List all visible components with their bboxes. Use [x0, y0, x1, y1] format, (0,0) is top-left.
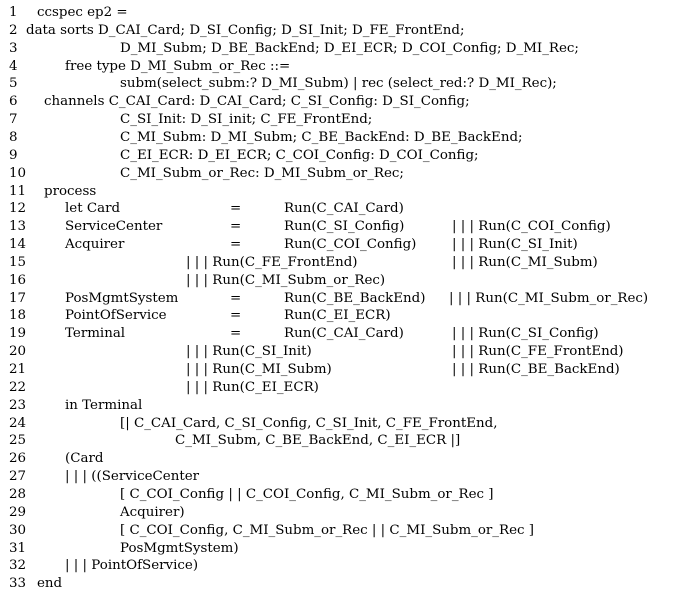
line-number: 22: [9, 379, 27, 395]
code-text: =: [230, 308, 242, 324]
code-text: PosMgmtSystem: [65, 290, 179, 306]
code-text: Run(C_SI_Config): [284, 219, 405, 235]
code-text: =: [230, 326, 242, 342]
line-number: 12: [9, 201, 27, 217]
code-text: =: [230, 290, 242, 306]
line-number: 4: [9, 58, 18, 74]
code-text: let Card: [65, 201, 121, 217]
line-number: 15: [9, 254, 27, 270]
line-number: 24: [9, 415, 27, 431]
code-text: ccspec ep2 =: [37, 5, 128, 20]
line-number: 9: [9, 147, 18, 163]
code-text: Acquirer): [120, 504, 185, 520]
code-text: C_EI_ECR: D_EI_ECR; C_COI_Config: D_COI_Config;: [120, 147, 479, 163]
line-number: 11: [9, 183, 27, 199]
line-number: 2: [9, 22, 18, 38]
code-text: | | | Run(C_SI_Init): [186, 344, 312, 360]
code-text: Run(C_COI_Config): [284, 237, 417, 253]
code-text: =: [230, 201, 242, 217]
line-number: 7: [9, 112, 18, 128]
line-number: 19: [9, 326, 27, 342]
line-number: 6: [9, 94, 18, 110]
code-text: channels C_CAI_Card: D_CAI_Card; C_SI_Config: D_SI_Config;: [44, 94, 470, 110]
code-text: Terminal: [65, 326, 126, 342]
code-text: Run(C_CAI_Card): [284, 326, 404, 342]
code-text: Run(C_CAI_Card): [284, 201, 404, 217]
code-text: | | | PointOfService): [65, 558, 199, 574]
line-number: 17: [9, 290, 27, 306]
code-text: C_MI_Subm_or_Rec: D_MI_Subm_or_Rec;: [120, 165, 404, 181]
line-number: 30: [9, 522, 27, 538]
code-text: data sorts D_CAI_Card; D_SI_Config; D_SI_Init; D_FE_FrontEnd;: [26, 22, 465, 38]
code-text: (Card: [65, 451, 104, 467]
line-number: 13: [9, 219, 27, 235]
code-text: | | | Run(C_MI_Subm): [186, 362, 332, 377]
code-text: in Terminal: [65, 397, 143, 413]
code-text: =: [230, 219, 242, 235]
line-number: 25: [9, 433, 27, 449]
line-number: 5: [9, 76, 18, 92]
code-text: | | | Run(C_FE_FrontEnd): [452, 344, 624, 360]
code-text: | | | ((ServiceCenter: [65, 469, 200, 485]
code-text: | | | Run(C_MI_Subm_or_Rec): [186, 272, 386, 288]
code-text: | | | Run(C_MI_Subm): [452, 254, 598, 270]
line-number: 28: [9, 486, 27, 502]
line-number: 3: [9, 40, 18, 56]
code-text: | | | Run(C_SI_Init): [452, 237, 578, 253]
code-text: PointOfService: [65, 308, 167, 324]
code-text: free type D_MI_Subm_or_Rec ::=: [65, 58, 291, 74]
line-number: 27: [9, 469, 27, 485]
line-number: 20: [9, 344, 27, 360]
line-number: 32: [9, 558, 27, 574]
code-text: | | | Run(C_SI_Config): [452, 326, 599, 342]
code-text: | | | Run(C_BE_BackEnd): [452, 362, 620, 377]
line-number: 26: [9, 451, 27, 467]
line-number: 21: [9, 362, 27, 377]
line-number: 14: [9, 237, 27, 253]
code-text: Acquirer: [65, 237, 125, 253]
line-number: 31: [9, 540, 27, 556]
code-text: Run(C_BE_BackEnd): [284, 290, 426, 306]
code-text: Run(C_EI_ECR): [284, 308, 391, 324]
code-text: PosMgmtSystem): [120, 540, 239, 556]
code-text: subm(select_subm:? D_MI_Subm) | rec (select_red:? D_MI_Rec);: [120, 76, 557, 92]
line-number: 29: [9, 504, 27, 520]
code-text: | | | Run(C_COI_Config): [452, 219, 611, 235]
line-number: 10: [9, 165, 27, 181]
code-text: [| C_CAI_Card, C_SI_Config, C_SI_Init, C_FE_FrontEnd,: [120, 415, 498, 431]
code-text: [ C_COI_Config | | C_COI_Config, C_MI_Subm_or_Rec ]: [120, 486, 494, 502]
line-number: 18: [9, 308, 27, 324]
line-number: 16: [9, 272, 27, 288]
line-number: 23: [9, 397, 27, 413]
code-text: C_SI_Init: D_SI_init; C_FE_FrontEnd;: [120, 112, 373, 128]
code-text: | | | Run(C_MI_Subm_or_Rec): [449, 290, 649, 306]
code-text: end: [37, 576, 63, 592]
line-number: 8: [9, 129, 18, 145]
code-text: [ C_COI_Config, C_MI_Subm_or_Rec | | C_MI_Subm_or_Rec ]: [120, 522, 534, 538]
code-text: C_MI_Subm, C_BE_BackEnd, C_EI_ECR |]: [175, 433, 461, 449]
code-text: process: [44, 183, 97, 199]
line-number: 33: [9, 576, 27, 592]
code-text: C_MI_Subm: D_MI_Subm; C_BE_BackEnd: D_BE_BackEnd;: [120, 129, 523, 145]
code-text: | | | Run(C_FE_FrontEnd): [186, 254, 358, 270]
code-text: =: [230, 237, 242, 253]
code-text: | | | Run(C_EI_ECR): [186, 379, 319, 395]
code-text: D_MI_Subm; D_BE_BackEnd; D_EI_ECR; D_COI_Config; D_MI_Rec;: [120, 40, 579, 56]
line-number: 1: [9, 5, 18, 20]
code-text: ServiceCenter: [65, 219, 163, 235]
